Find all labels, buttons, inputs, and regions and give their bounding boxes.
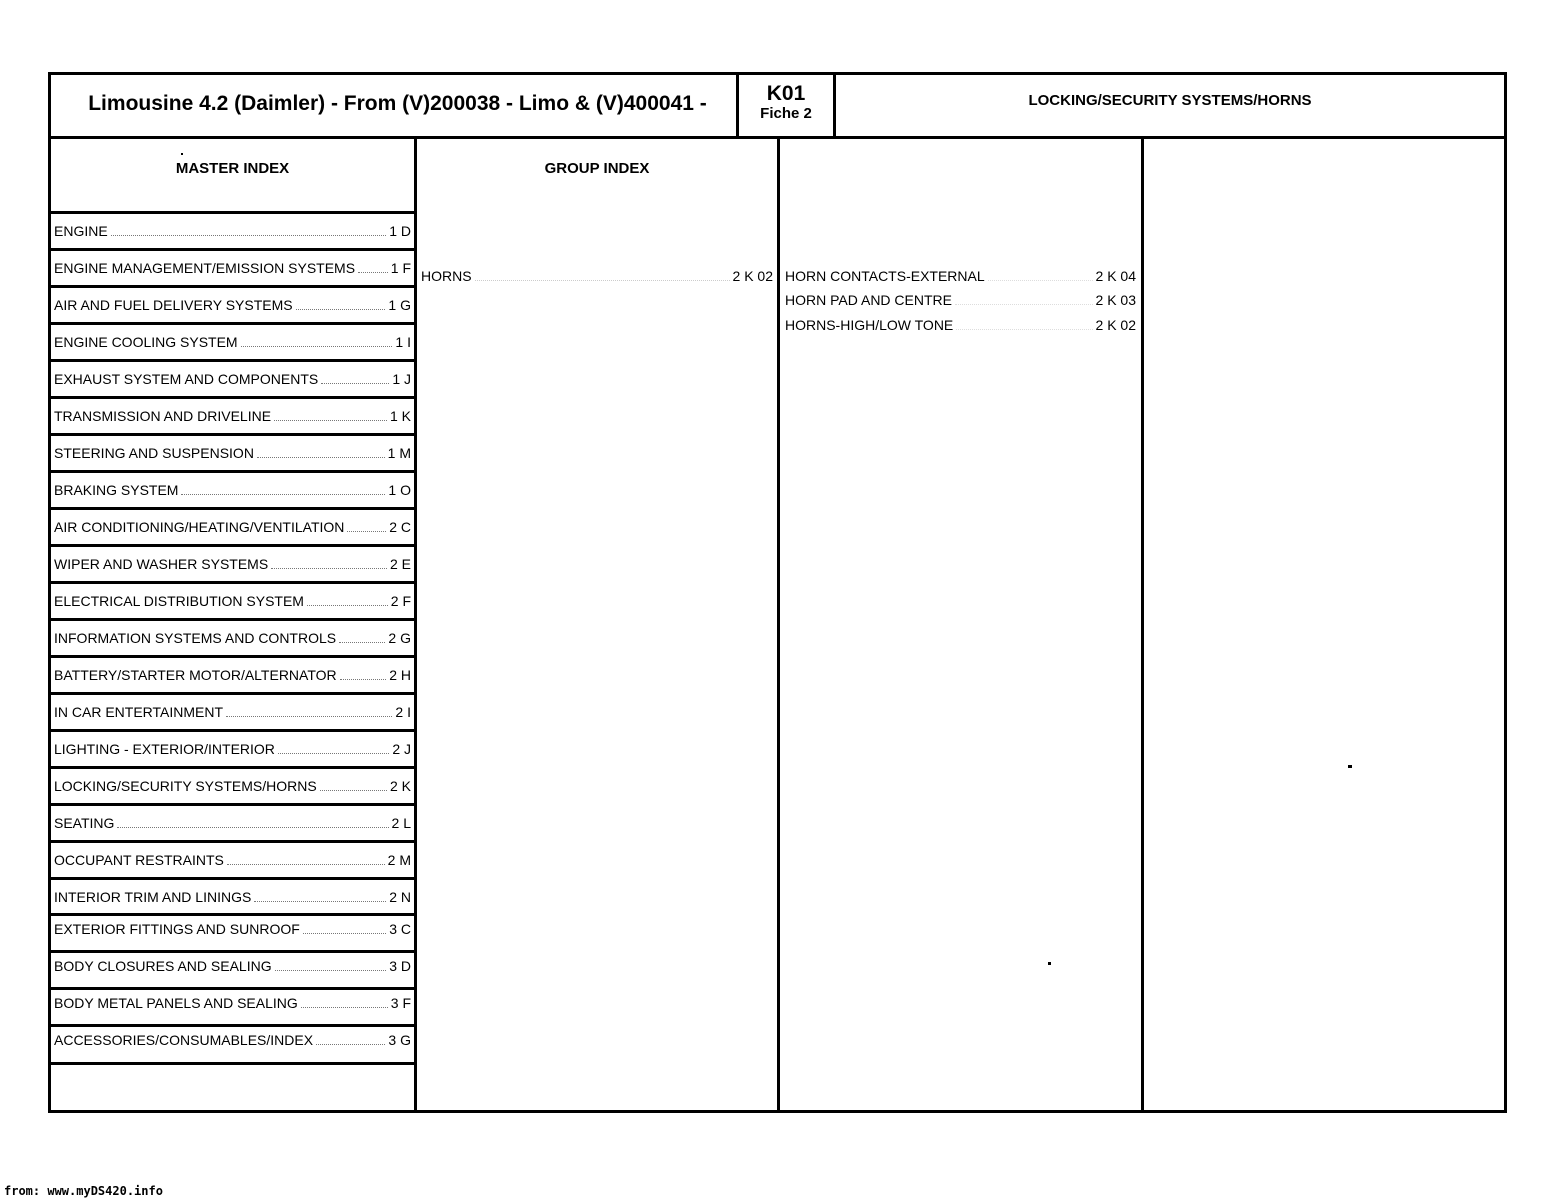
vehicle-title: Limousine 4.2 (Daimler) - From (V)200038 - Limo & (V)400041 -	[88, 92, 707, 115]
master-index-item[interactable]	[51, 840, 415, 874]
sub-index-ref: 2 K 03	[1095, 292, 1136, 308]
dot-leader	[274, 419, 387, 421]
master-index-item[interactable]	[51, 692, 415, 726]
dot-leader	[117, 826, 388, 828]
master-index-label: STEERING AND SUSPENSION	[54, 445, 254, 461]
master-index-label: BODY CLOSURES AND SEALING	[54, 958, 272, 974]
master-index-item[interactable]	[51, 987, 415, 1021]
master-index-ref: 2 M	[387, 852, 411, 868]
dot-leader	[275, 969, 387, 971]
master-index-ref: 1 J	[392, 371, 411, 387]
group-index-item[interactable]	[421, 266, 773, 286]
master-index-ref: 3 C	[389, 921, 411, 937]
master-index-label: WIPER AND WASHER SYSTEMS	[54, 556, 269, 572]
master-index-label: OCCUPANT RESTRAINTS	[54, 852, 224, 868]
master-index-ref: 2 I	[395, 704, 411, 720]
master-index-ref: 2 G	[388, 630, 411, 646]
master-index-item[interactable]	[51, 877, 415, 911]
master-index-label: TRANSMISSION AND DRIVELINE	[54, 408, 272, 424]
fiche-code: K01	[766, 82, 806, 105]
master-index-item[interactable]	[51, 950, 415, 984]
dot-leader	[226, 715, 392, 717]
master-index-label: LIGHTING - EXTERIOR/INTERIOR	[54, 741, 275, 757]
dot-leader	[278, 752, 389, 754]
dot-leader	[340, 678, 387, 680]
fiche-label: Fiche 2	[760, 105, 812, 122]
column-separator-3	[1141, 139, 1144, 1112]
master-index-item[interactable]	[51, 470, 415, 504]
master-index-ref: 2 H	[389, 667, 411, 683]
dot-leader	[254, 900, 386, 902]
dot-leader	[181, 493, 385, 495]
sub-index-label: HORNS-HIGH/LOW TONE	[785, 317, 954, 333]
master-index-heading: MASTER INDEX	[175, 160, 290, 177]
master-index-label: BATTERY/STARTER MOTOR/ALTERNATOR	[54, 667, 337, 683]
dot-leader	[320, 789, 387, 791]
master-index-item[interactable]	[51, 618, 415, 652]
dot-leader	[358, 271, 388, 273]
master-index-ref: 3 D	[389, 958, 411, 974]
master-index-item[interactable]	[51, 913, 415, 947]
group-index-heading: GROUP INDEX	[544, 160, 650, 177]
section-title: LOCKING/SECURITY SYSTEMS/HORNS	[1028, 92, 1312, 109]
master-index-label: EXTERIOR FITTINGS AND SUNROOF	[54, 921, 300, 937]
master-index-ref: 2 L	[391, 815, 411, 831]
dot-leader	[301, 1006, 388, 1008]
master-index-item[interactable]	[51, 322, 415, 356]
dot-leader	[303, 932, 386, 934]
master-index-ref: 1 K	[389, 408, 411, 424]
master-index-label: AIR AND FUEL DELIVERY SYSTEMS	[54, 297, 293, 313]
master-index-ref: 2 F	[390, 593, 411, 609]
scan-speck	[181, 153, 183, 155]
dot-leader	[307, 604, 388, 606]
master-index-ref: 2 C	[389, 519, 411, 535]
master-index-ref: 1 M	[387, 445, 411, 461]
master-index-label: ENGINE	[54, 223, 108, 239]
master-index-item[interactable]	[51, 655, 415, 689]
master-index-label: EXHAUST SYSTEM AND COMPONENTS	[54, 371, 319, 387]
master-index-item[interactable]	[51, 248, 415, 282]
dot-leader	[339, 641, 385, 643]
dot-leader	[227, 863, 385, 865]
master-index-empty-row	[51, 1062, 415, 1110]
master-index-ref: 1 D	[389, 223, 411, 239]
source-watermark: from: www.myDS420.info	[4, 1184, 163, 1198]
sub-index-ref: 2 K 02	[1095, 317, 1136, 333]
master-index-item[interactable]	[51, 396, 415, 430]
master-index-label: AIR CONDITIONING/HEATING/VENTILATION	[54, 519, 345, 535]
master-index-ref: 3 F	[390, 995, 411, 1011]
master-index-ref: 2 N	[389, 889, 411, 905]
master-index-item[interactable]	[51, 507, 415, 541]
dot-leader	[316, 1043, 385, 1045]
master-index-item[interactable]	[51, 433, 415, 467]
sub-index-item[interactable]	[785, 266, 1136, 286]
dot-leader	[988, 279, 1093, 281]
master-index-item[interactable]	[51, 285, 415, 319]
master-index-label: ACCESSORIES/CONSUMABLES/INDEX	[54, 1032, 314, 1048]
master-index-ref: 3 G	[388, 1032, 411, 1048]
master-index-label: ENGINE COOLING SYSTEM	[54, 334, 238, 350]
dot-leader	[955, 303, 1093, 305]
dot-leader	[111, 234, 387, 236]
master-index-item[interactable]	[51, 544, 415, 578]
group-index-label: HORNS	[421, 268, 472, 284]
master-index-label: BODY METAL PANELS AND SEALING	[54, 995, 298, 1011]
master-index-label: ELECTRICAL DISTRIBUTION SYSTEM	[54, 593, 304, 609]
master-index-item[interactable]	[51, 359, 415, 393]
scan-speck	[1348, 765, 1352, 768]
master-index-item[interactable]	[51, 803, 415, 837]
master-index-item[interactable]	[51, 729, 415, 763]
dot-leader	[475, 279, 730, 281]
dot-leader	[271, 567, 387, 569]
master-index-item[interactable]	[51, 1024, 415, 1058]
master-index-label: ENGINE MANAGEMENT/EMISSION SYSTEMS	[54, 260, 356, 276]
master-index-label: LOCKING/SECURITY SYSTEMS/HORNS	[54, 778, 317, 794]
master-index-ref: 1 F	[390, 260, 411, 276]
sub-index-ref: 2 K 04	[1095, 268, 1136, 284]
master-index-ref: 1 O	[388, 482, 411, 498]
dot-leader	[347, 530, 386, 532]
dot-leader	[296, 308, 386, 310]
master-index-label: SEATING	[54, 815, 115, 831]
dot-leader	[956, 328, 1092, 330]
column-separator-2	[777, 139, 780, 1112]
sub-index-label: HORN PAD AND CENTRE	[785, 292, 952, 308]
master-index-label: BRAKING SYSTEM	[54, 482, 179, 498]
master-index-ref: 2 K	[389, 778, 411, 794]
dot-leader	[241, 345, 393, 347]
master-index-ref: 1 G	[388, 297, 411, 313]
master-index-item[interactable]	[51, 211, 415, 245]
master-index-label: IN CAR ENTERTAINMENT	[54, 704, 224, 720]
master-index-label: INTERIOR TRIM AND LININGS	[54, 889, 252, 905]
sub-index-item[interactable]	[785, 290, 1136, 310]
dot-leader	[321, 382, 389, 384]
master-index-ref: 2 E	[389, 556, 411, 572]
master-index-ref: 2 J	[392, 741, 411, 757]
sub-index-item[interactable]	[785, 315, 1136, 335]
master-index-item[interactable]	[51, 766, 415, 800]
master-index-ref: 1 I	[395, 334, 411, 350]
master-index-item[interactable]	[51, 581, 415, 615]
group-index-ref: 2 K 02	[732, 268, 773, 284]
master-index-label: INFORMATION SYSTEMS AND CONTROLS	[54, 630, 337, 646]
sub-index-label: HORN CONTACTS-EXTERNAL	[785, 268, 985, 284]
dot-leader	[257, 456, 385, 458]
scan-speck	[1048, 962, 1051, 965]
